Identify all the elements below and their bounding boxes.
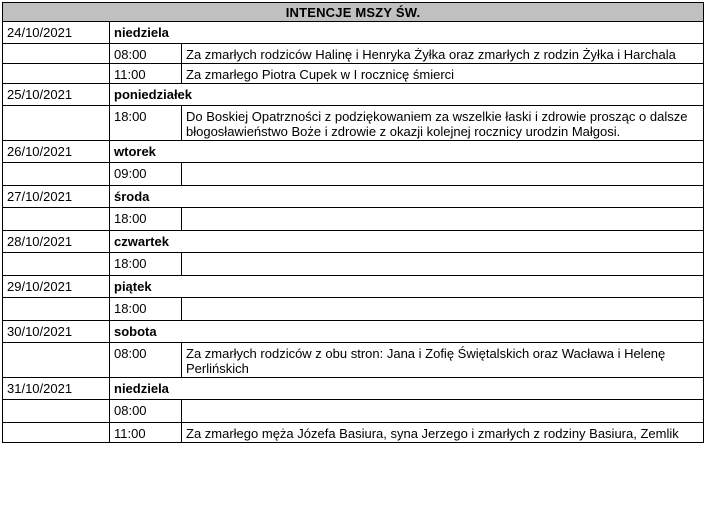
day-name: czwartek [110, 231, 704, 253]
day-date: 27/10/2021 [3, 186, 110, 208]
day-date: 29/10/2021 [3, 276, 110, 298]
mass-time: 08:00 [110, 44, 182, 64]
mass-row [3, 423, 704, 443]
mass-row [3, 400, 704, 423]
mass-intention: Za zmarłych rodziców Halinę i Henryka Żyłka oraz zmarłych z rodzin Żyłka i Harchala [182, 44, 704, 64]
day-row [3, 141, 704, 163]
mass-time: 09:00 [110, 163, 182, 186]
mass-intention [182, 163, 704, 186]
mass-intention: Za zmarłego Piotra Cupek w I rocznicę śmierci [182, 64, 704, 84]
day-name: niedziela [110, 378, 704, 400]
day-date: 31/10/2021 [3, 378, 110, 400]
day-name: środa [110, 186, 704, 208]
day-name: poniedziałek [110, 84, 704, 106]
day-name: piątek [110, 276, 704, 298]
empty-cell [3, 44, 110, 64]
table-title: INTENCJE MSZY ŚW. [3, 3, 704, 22]
mass-intention [182, 208, 704, 231]
day-date: 28/10/2021 [3, 231, 110, 253]
empty-cell [3, 253, 110, 276]
mass-time: 11:00 [110, 64, 182, 84]
day-row [3, 84, 704, 106]
mass-time: 18:00 [110, 253, 182, 276]
day-name: sobota [110, 321, 704, 343]
day-row [3, 378, 704, 400]
title-row [3, 3, 704, 22]
mass-intention [182, 253, 704, 276]
mass-intention [182, 298, 704, 321]
mass-row [3, 298, 704, 321]
mass-time: 08:00 [110, 343, 182, 378]
mass-intention: Za zmarłych rodziców z obu stron: Jana i Zofię Świętalskich oraz Wacława i Helenę Perlińskich [182, 343, 704, 378]
empty-cell [3, 423, 110, 443]
mass-intention: Do Boskiej Opatrzności z podziękowaniem za wszelkie łaski i zdrowie prosząc o dalsze błogosławieństwo Boże i zdrowie z okazji kolejnej rocznicy urodzin Małgosi. [182, 106, 704, 141]
day-date: 30/10/2021 [3, 321, 110, 343]
empty-cell [3, 106, 110, 141]
mass-time: 11:00 [110, 423, 182, 443]
day-row [3, 22, 704, 44]
day-row [3, 276, 704, 298]
day-name: niedziela [110, 22, 704, 44]
mass-time: 18:00 [110, 298, 182, 321]
empty-cell [3, 298, 110, 321]
mass-time: 08:00 [110, 400, 182, 423]
empty-cell [3, 64, 110, 84]
day-date: 26/10/2021 [3, 141, 110, 163]
mass-row [3, 208, 704, 231]
mass-time: 18:00 [110, 106, 182, 141]
schedule-body [3, 3, 704, 443]
empty-cell [3, 208, 110, 231]
mass-row [3, 64, 704, 84]
empty-cell [3, 163, 110, 186]
day-row [3, 321, 704, 343]
mass-row [3, 253, 704, 276]
day-date: 24/10/2021 [3, 22, 110, 44]
mass-intention: Za zmarłego męża Józefa Basiura, syna Jerzego i zmarłych z rodziny Basiura, Zemlik [182, 423, 704, 443]
mass-intentions-table [2, 2, 704, 443]
mass-row [3, 163, 704, 186]
empty-cell [3, 400, 110, 423]
mass-intention [182, 400, 704, 423]
empty-cell [3, 343, 110, 378]
mass-row [3, 106, 704, 141]
day-row [3, 231, 704, 253]
day-name: wtorek [110, 141, 704, 163]
mass-row [3, 44, 704, 64]
day-date: 25/10/2021 [3, 84, 110, 106]
day-row [3, 186, 704, 208]
mass-time: 18:00 [110, 208, 182, 231]
mass-row [3, 343, 704, 378]
